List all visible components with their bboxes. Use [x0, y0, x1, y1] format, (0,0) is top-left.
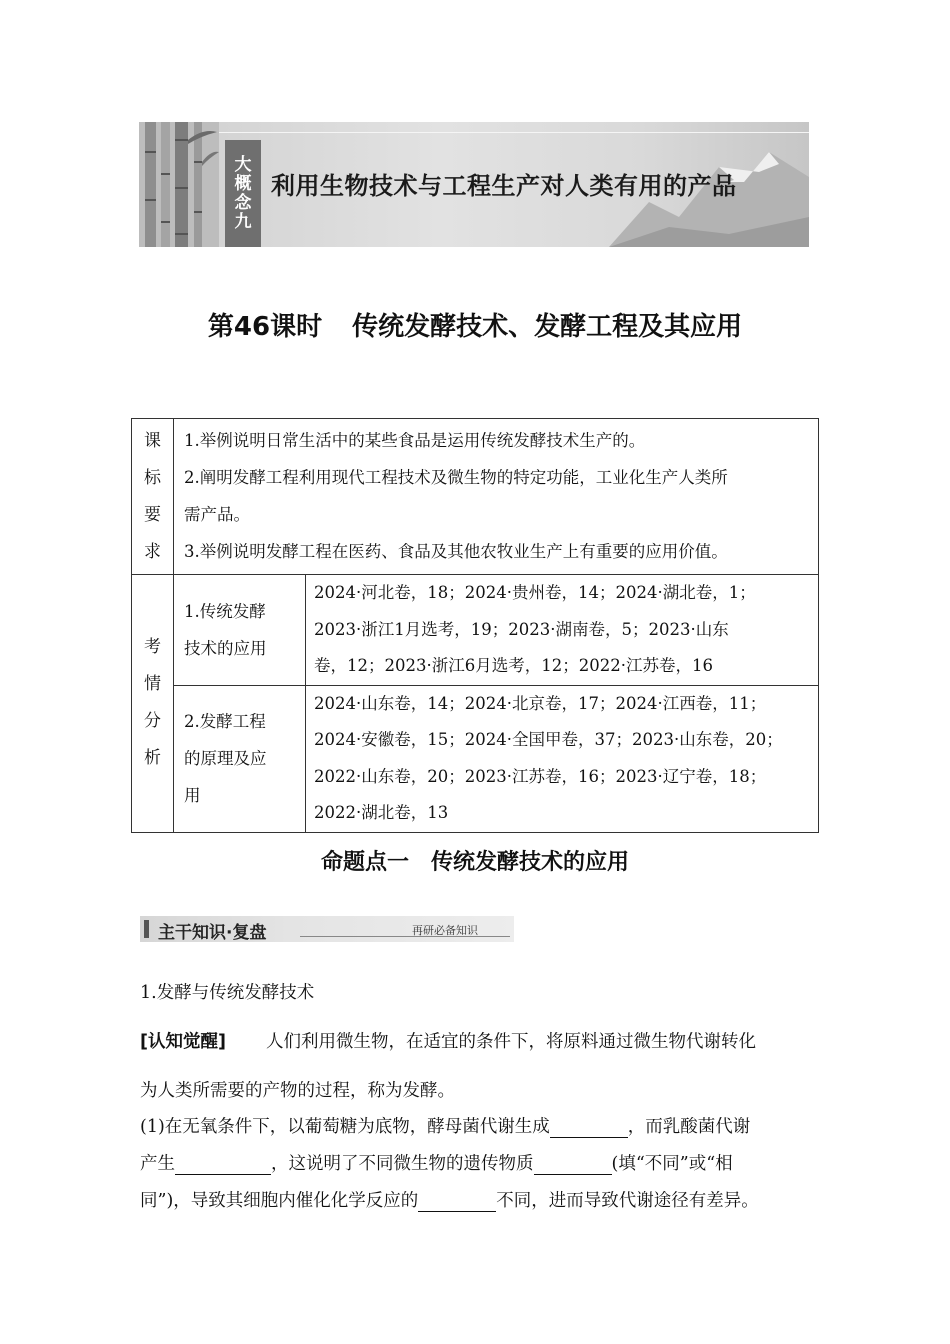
- topic-cell: [174, 685, 306, 832]
- section-label: 命题点一: [320, 850, 409, 875]
- exam-ref-line: 2022·湖北卷，13: [314, 803, 449, 822]
- header-char: 考: [144, 637, 161, 658]
- answer-blank[interactable]: [418, 1192, 496, 1212]
- header-char: 情: [144, 674, 161, 695]
- concept-text: 人们利用微生物，在适宜的条件下，将原料通过微生物代谢转化: [266, 1032, 756, 1052]
- bamboo-illustration: [139, 122, 219, 247]
- table-row: [132, 685, 819, 832]
- topic-line: 2.发酵工程: [184, 712, 266, 731]
- requirement-line: 2.阐明发酵工程利用现代工程技术及微生物的特定功能，工业化生产人类所: [184, 468, 728, 487]
- exam-ref-line: 2024·河北卷，18；2024·贵州卷，14；2024·湖北卷，1；: [314, 583, 756, 602]
- tag-char: 大: [234, 154, 252, 175]
- header-char: 要: [144, 504, 161, 525]
- header-char: 分: [144, 711, 161, 732]
- exam-ref-line: 2023·浙江1月选考，19；2023·湖南卷，5；2023·山东: [314, 619, 729, 639]
- table-row: [132, 575, 819, 686]
- header-char: 析: [144, 748, 161, 769]
- question-text: (填“不同”或“相: [611, 1154, 733, 1174]
- exam-ref-line: 2024·山东卷，14；2024·北京卷，17；2024·江西卷，11；: [314, 693, 767, 713]
- requirement-line: 需产品。: [184, 505, 250, 524]
- answer-blank[interactable]: [534, 1155, 612, 1175]
- tag-char: 概: [234, 173, 252, 194]
- exam-ref-line: 卷，12；2023·浙江6月选考，12；2022·江苏卷，16: [314, 656, 713, 675]
- knowledge-bar-title: 主干知识·复盘: [158, 923, 267, 943]
- lesson-number: 第46课时: [207, 312, 323, 342]
- answer-blank[interactable]: [550, 1118, 628, 1138]
- topic-line: 技术的应用: [184, 638, 267, 658]
- table-row: [132, 419, 819, 575]
- topic-line: 1.传统发酵: [184, 601, 266, 621]
- exam-ref-line: 2022·山东卷，20；2023·江苏卷，16；2023·辽宁卷，18；: [314, 766, 767, 786]
- section-name: 传统发酵技术的应用: [431, 850, 630, 875]
- bar-marker: [144, 920, 149, 938]
- requirement-line: 3.举例说明发酵工程在医药、食品及其他农牧业生产上有重要的应用价值。: [184, 542, 728, 561]
- requirements-cell: [174, 419, 819, 575]
- question-text: ，这说明了不同微生物的遗传物质: [271, 1154, 534, 1174]
- header-char: 求: [144, 541, 161, 562]
- knowledge-bar-subtitle: 再研必备知识: [412, 924, 478, 937]
- topic-cell: [174, 575, 306, 686]
- requirements-header: [132, 419, 174, 575]
- exam-refs-cell: [306, 575, 819, 686]
- question-line: [140, 1113, 750, 1138]
- header-char: 标: [144, 467, 161, 488]
- header-char: 课: [144, 430, 161, 451]
- concept-tag: [225, 140, 261, 247]
- analysis-header: [132, 575, 174, 833]
- topic-line: 的原理及应: [184, 749, 267, 768]
- section-title: [0, 845, 950, 876]
- requirement-line: 1.举例说明日常生活中的某些食品是运用传统发酵技术生产的。: [184, 431, 646, 450]
- curriculum-table: [131, 418, 819, 833]
- lesson-title: [0, 306, 950, 343]
- chapter-banner: [139, 122, 809, 247]
- tag-char: 念: [234, 192, 252, 213]
- content-heading: 1.发酵与传统发酵技术: [140, 983, 315, 1003]
- question-text: 不同，进而导致代谢途径有差异。: [496, 1191, 759, 1211]
- question-text: 同”)，导致其细胞内催化化学反应的: [140, 1191, 419, 1211]
- banner-title: 利用生物技术与工程生产对人类有用的产品: [271, 172, 737, 200]
- lesson-name: 传统发酵技术、发酵工程及其应用: [352, 312, 743, 342]
- tag-char: 九: [234, 211, 252, 232]
- exam-ref-line: 2024·安徽卷，15；2024·全国甲卷，37；2023·山东卷，20；: [314, 730, 783, 749]
- bar-rule: [300, 936, 510, 937]
- question-text: 产生: [140, 1154, 175, 1174]
- topic-line: 用: [184, 786, 201, 805]
- question-text: (1)在无氧条件下，以葡萄糖为底物，酵母菌代谢生成: [140, 1117, 550, 1137]
- concept-paragraph-line: [140, 1028, 756, 1053]
- question-line: [140, 1150, 733, 1175]
- question-line: [140, 1187, 759, 1212]
- question-text: ，而乳酸菌代谢: [627, 1117, 751, 1137]
- exam-refs-cell: [306, 685, 819, 832]
- concept-label: [认知觉醒]: [140, 1032, 226, 1052]
- answer-blank[interactable]: [175, 1155, 271, 1175]
- concept-paragraph-line: 为人类所需要的产物的过程，称为发酵。: [140, 1081, 455, 1101]
- knowledge-review-bar: [140, 916, 514, 942]
